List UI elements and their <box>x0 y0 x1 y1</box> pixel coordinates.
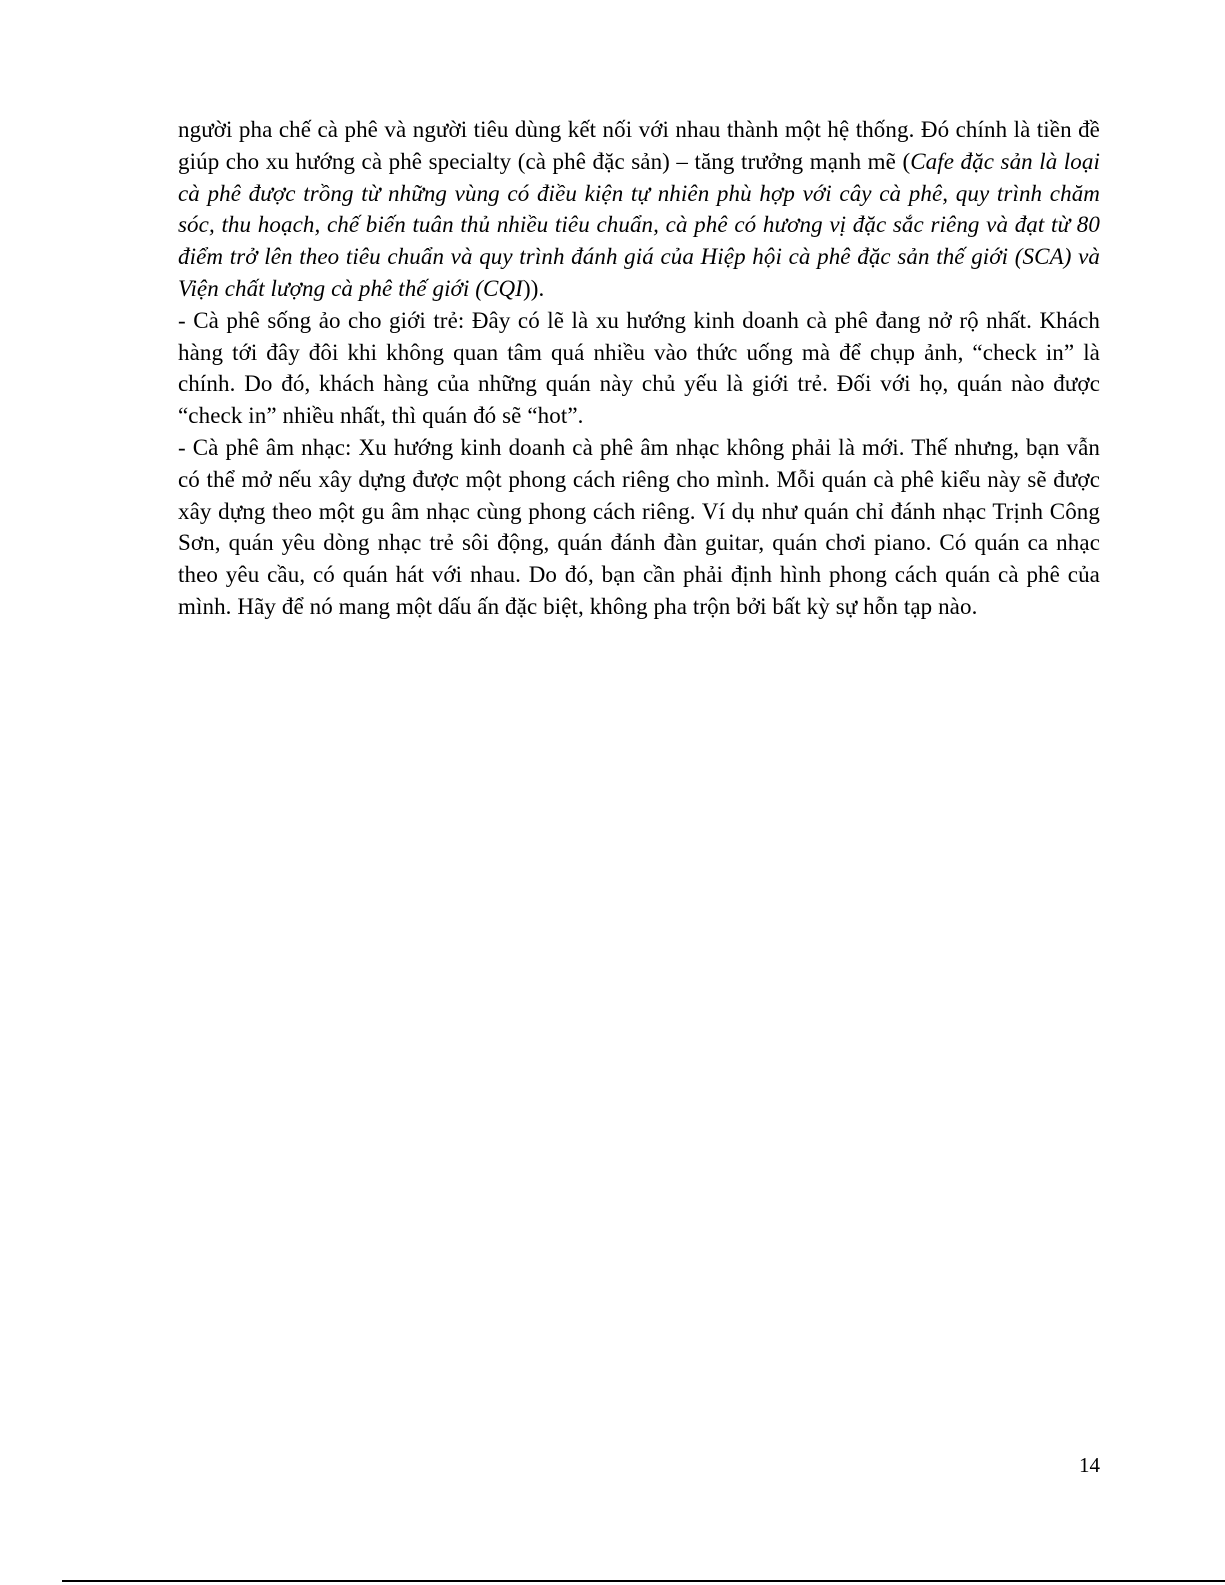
paragraph-text-end: )). <box>522 275 545 301</box>
paragraph-text: người pha chế cà phê và người tiêu dùng kết nối với nhau thành một hệ thống. Đó chính là tiền đề giúp cho xu hướng cà phê specialty (cà phê đặc sản) – tăng trưởng mạnh mẽ ( <box>178 117 1100 174</box>
body-text <box>178 114 1100 623</box>
paragraph-music-cafe: - Cà phê âm nhạc: Xu hướng kinh doanh cà phê âm nhạc không phải là mới. Thế nhưng, bạn vẫn có thể mở nếu xây dựng được một phong cách riêng cho mình. Mỗi quán cà phê kiểu này sẽ được xây dựng theo một gu âm nhạc cùng phong cách riêng. Ví dụ như quán chỉ đánh nhạc Trịnh Công Sơn, quán yêu dòng nhạc trẻ sôi động, quán đánh đàn guitar, quán chơi piano. Có quán ca nhạc theo yêu cầu, có quán hát với nhau. Do đó, bạn cần phải định hình phong cách quán cà phê của mình. Hãy để nó mang một dấu ấn đặc biệt, không pha trộn bởi bất kỳ sự hỗn tạp nào. <box>178 434 1100 619</box>
specialty-coffee-definition: Cafe đặc sản là loại cà phê được trồng từ những vùng có điều kiện tự nhiên phù hợp với cây cà phê, quy trình chăm sóc, thu hoạch, chế biến tuân thủ nhiều tiêu chuẩn, cà phê có hương vị đặc sắc riêng và đạt từ 80 điểm trở lên theo tiêu chuẩn và quy trình đánh giá của Hiệp hội cà phê đặc sản thế giới (SCA) và Viện chất lượng cà phê thế giới (CQI <box>178 148 1100 301</box>
page-number: 14 <box>1079 1453 1100 1477</box>
bottom-divider <box>62 1580 1225 1582</box>
paragraph-specialty-coffee <box>178 114 1100 305</box>
paragraph-virtual-cafe: - Cà phê sống ảo cho giới trẻ: Đây có lẽ là xu hướng kinh doanh cà phê đang nở rộ nhất. Khách hàng tới đây đôi khi không quan tâm quá nhiều vào thức uống mà để chụp ảnh, “check in” là chính. Do đó, khách hàng của những quán này chủ yếu là giới trẻ. Đối với họ, quán nào được “check in” nhiều nhất, thì quán đó sẽ “hot”. <box>178 307 1100 429</box>
